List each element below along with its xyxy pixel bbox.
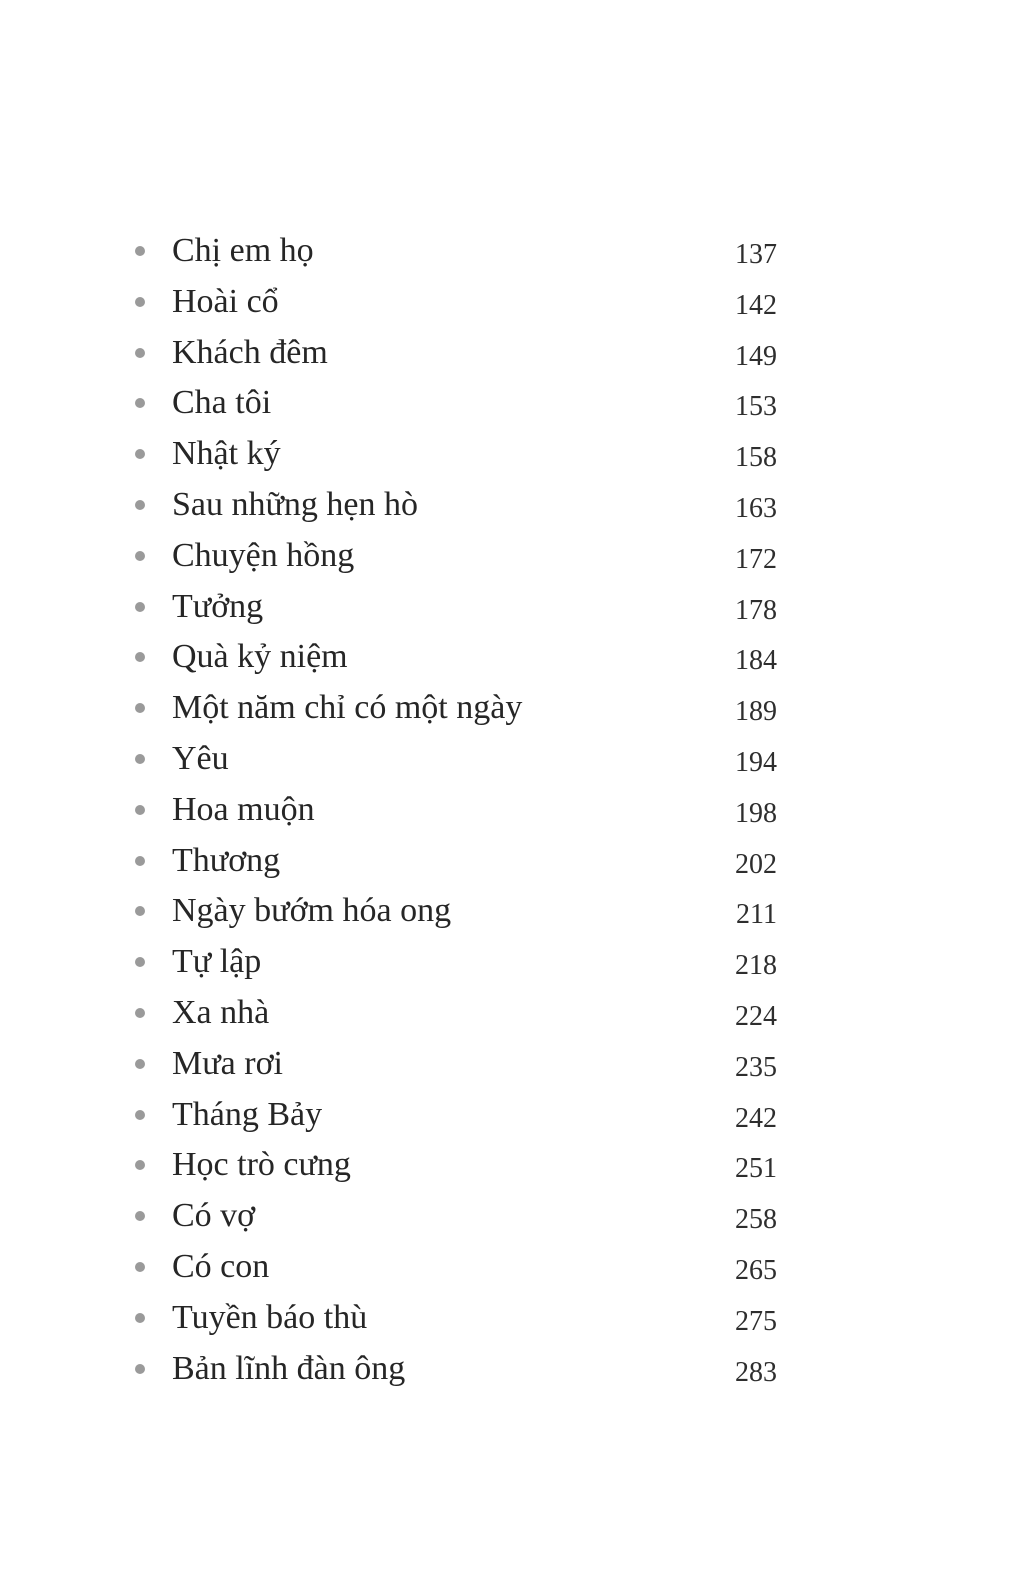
toc-entry: [0, 1092, 1024, 1143]
entry-title: Học trò cưng: [172, 1146, 351, 1184]
bullet-icon: [135, 1160, 145, 1170]
entry-page-number: 202: [735, 848, 777, 880]
entry-title: Hoa muộn: [172, 790, 315, 828]
bullet-icon: [135, 246, 145, 256]
entry-page-number: 265: [735, 1254, 777, 1286]
entry-title: Yêu: [172, 739, 229, 777]
toc-entry: [0, 787, 1024, 838]
toc-entry: [0, 1244, 1024, 1295]
entry-title: Xa nhà: [172, 993, 270, 1031]
entry-page-number: 178: [735, 594, 777, 626]
toc-entry: [0, 1041, 1024, 1092]
entry-page-number: 224: [735, 1000, 777, 1032]
bullet-icon: [135, 1008, 145, 1018]
entry-title: Bản lĩnh đàn ông: [172, 1349, 406, 1387]
table-of-contents: [0, 228, 1024, 1396]
entry-page-number: 283: [735, 1356, 777, 1388]
toc-entry: [0, 685, 1024, 736]
toc-entry: [0, 634, 1024, 685]
toc-entry: [0, 1295, 1024, 1346]
toc-entry: [0, 533, 1024, 584]
bullet-icon: [135, 602, 145, 612]
entry-page-number: 198: [735, 797, 777, 829]
bullet-icon: [135, 449, 145, 459]
toc-entry: [0, 228, 1024, 279]
entry-title: Hoài cổ: [172, 282, 279, 320]
bullet-icon: [135, 703, 145, 713]
entry-title: Một năm chỉ có một ngày: [172, 689, 523, 727]
toc-entry: [0, 838, 1024, 889]
toc-entry: [0, 1193, 1024, 1244]
entry-page-number: 149: [735, 340, 777, 372]
toc-entry: [0, 380, 1024, 431]
entry-title: Có vợ: [172, 1197, 256, 1235]
bullet-icon: [135, 1110, 145, 1120]
entry-title: Mưa rơi: [172, 1044, 283, 1082]
entry-page-number: 189: [735, 696, 777, 728]
toc-entry: [0, 736, 1024, 787]
entry-title: Thương: [172, 841, 281, 879]
entry-page-number: 251: [735, 1153, 777, 1185]
entry-page-number: 242: [735, 1102, 777, 1134]
entry-page-number: 163: [735, 492, 777, 524]
entry-page-number: 275: [735, 1305, 777, 1337]
entry-page-number: 211: [736, 899, 777, 931]
entry-title: Có con: [172, 1247, 270, 1285]
entry-title: Nhật ký: [172, 435, 281, 473]
entry-page-number: 218: [735, 950, 777, 982]
toc-entry: [0, 990, 1024, 1041]
toc-entry: [0, 1346, 1024, 1397]
bullet-icon: [135, 1364, 145, 1374]
bullet-icon: [135, 754, 145, 764]
entry-page-number: 172: [735, 543, 777, 575]
bullet-icon: [135, 652, 145, 662]
entry-title: Chuyện hồng: [172, 536, 355, 574]
entry-title: Ngày bướm hóa ong: [172, 892, 452, 930]
toc-entry: [0, 888, 1024, 939]
toc-entry: [0, 939, 1024, 990]
entry-page-number: 153: [735, 391, 777, 423]
entry-title: Tự lập: [172, 943, 262, 981]
entry-title: Sau những hẹn hò: [172, 485, 419, 523]
bullet-icon: [135, 551, 145, 561]
bullet-icon: [135, 348, 145, 358]
entry-page-number: 184: [735, 645, 777, 677]
bullet-icon: [135, 805, 145, 815]
entry-title: Tháng Bảy: [172, 1095, 323, 1133]
entry-page-number: 258: [735, 1204, 777, 1236]
entry-page-number: 137: [735, 239, 777, 270]
toc-entry: [0, 279, 1024, 330]
entry-title: Tưởng: [172, 587, 264, 625]
toc-entry: [0, 1142, 1024, 1193]
toc-entry: [0, 431, 1024, 482]
toc-entry: [0, 482, 1024, 533]
bullet-icon: [135, 906, 145, 916]
entry-page-number: 158: [735, 442, 777, 474]
entry-title: Cha tôi: [172, 384, 272, 422]
bullet-icon: [135, 1313, 145, 1323]
bullet-icon: [135, 1262, 145, 1272]
entry-page-number: 235: [735, 1051, 777, 1083]
bullet-icon: [135, 500, 145, 510]
entry-title: Chị em họ: [172, 232, 314, 269]
entry-page-number: 194: [735, 746, 777, 778]
bullet-icon: [135, 1059, 145, 1069]
bullet-icon: [135, 856, 145, 866]
entry-title: Tuyền báo thù: [172, 1298, 368, 1336]
bullet-icon: [135, 398, 145, 408]
entry-title: Quà kỷ niệm: [172, 638, 348, 676]
bullet-icon: [135, 1211, 145, 1221]
entry-title: Khách đêm: [172, 333, 328, 371]
toc-entry: [0, 584, 1024, 635]
bullet-icon: [135, 297, 145, 307]
toc-entry: [0, 330, 1024, 381]
bullet-icon: [135, 957, 145, 967]
entry-page-number: 142: [735, 289, 777, 321]
